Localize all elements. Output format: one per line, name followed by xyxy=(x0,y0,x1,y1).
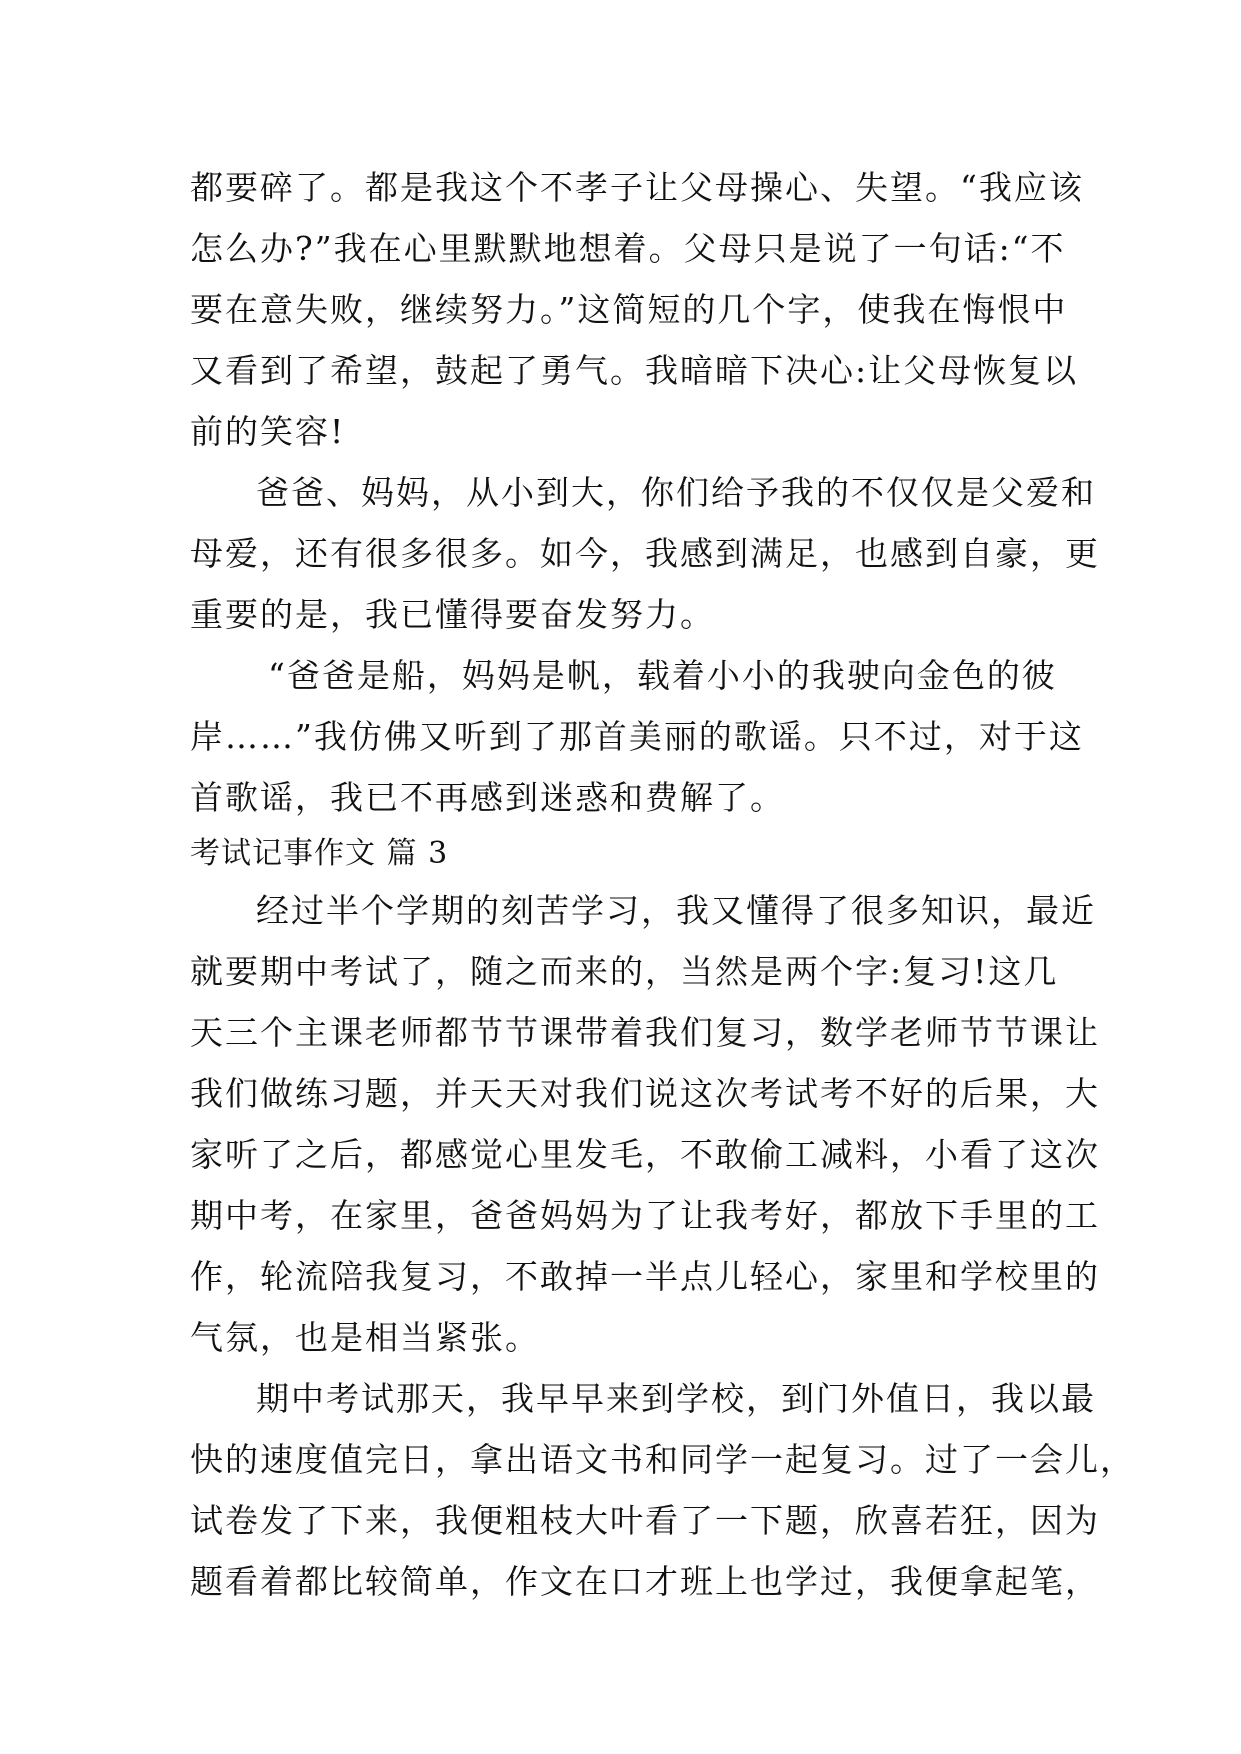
text-line: 就要期中考试了，随之而来的，当然是两个字:复习!这几 xyxy=(190,952,1059,991)
paragraph-start-line: “爸爸是船，妈妈是帆，载着小小的我驶向金色的彼 xyxy=(268,656,1057,695)
paragraph-start-line: 爸爸、妈妈，从小到大，你们给予我的不仅仅是父爱和 xyxy=(256,473,1096,512)
text-line: 首歌谣，我已不再感到迷惑和费解了。 xyxy=(190,778,785,817)
text-line: 前的笑容! xyxy=(190,412,346,451)
text-line: 怎么办?”我在心里默默地想着。父母只是说了一句话:“不 xyxy=(190,229,1066,268)
text-line: 我们做练习题，并天天对我们说这次考试考不好的后果，大 xyxy=(190,1074,1100,1113)
text-line: 题看着都比较简单，作文在口才班上也学过，我便拿起笔， xyxy=(190,1562,1100,1601)
paragraph-start-line: 期中考试那天，我早早来到学校，到门外值日，我以最 xyxy=(256,1379,1096,1418)
text-line: 家听了之后，都感觉心里发毛，不敢偷工减料，小看了这次 xyxy=(190,1135,1100,1174)
text-line: 气氛，也是相当紧张。 xyxy=(190,1318,540,1357)
text-line: 期中考，在家里，爸爸妈妈为了让我考好，都放下手里的工 xyxy=(190,1196,1100,1235)
paragraph-start-line: 经过半个学期的刻苦学习，我又懂得了很多知识，最近 xyxy=(256,891,1096,930)
section-heading: 考试记事作文 篇 3 xyxy=(190,836,449,871)
text-line: 作，轮流陪我复习，不敢掉一半点儿轻心，家里和学校里的 xyxy=(190,1257,1100,1296)
text-line: 重要的是，我已懂得要奋发努力。 xyxy=(190,595,715,634)
body-text xyxy=(190,157,1135,1612)
text-line: 岸……”我仿佛又听到了那首美丽的歌谣。只不过，对于这 xyxy=(190,717,1084,756)
text-line: 都要碎了。都是我这个不孝子让父母操心、失望。“我应该 xyxy=(190,168,1084,207)
text-line: 要在意失败，继续努力。”这简短的几个字，使我在悔恨中 xyxy=(190,290,1068,329)
text-line: 母爱，还有很多很多。如今，我感到满足，也感到自豪，更 xyxy=(190,534,1100,573)
text-line: 又看到了希望，鼓起了勇气。我暗暗下决心:让父母恢复以 xyxy=(190,351,1079,390)
text-line: 试卷发了下来，我便粗枝大叶看了一下题，欣喜若狂，因为 xyxy=(190,1501,1100,1540)
text-line: 天三个主课老师都节节课带着我们复习，数学老师节节课让 xyxy=(190,1013,1100,1052)
text-line: 快的速度值完日，拿出语文书和同学一起复习。过了一会儿， xyxy=(190,1440,1135,1479)
